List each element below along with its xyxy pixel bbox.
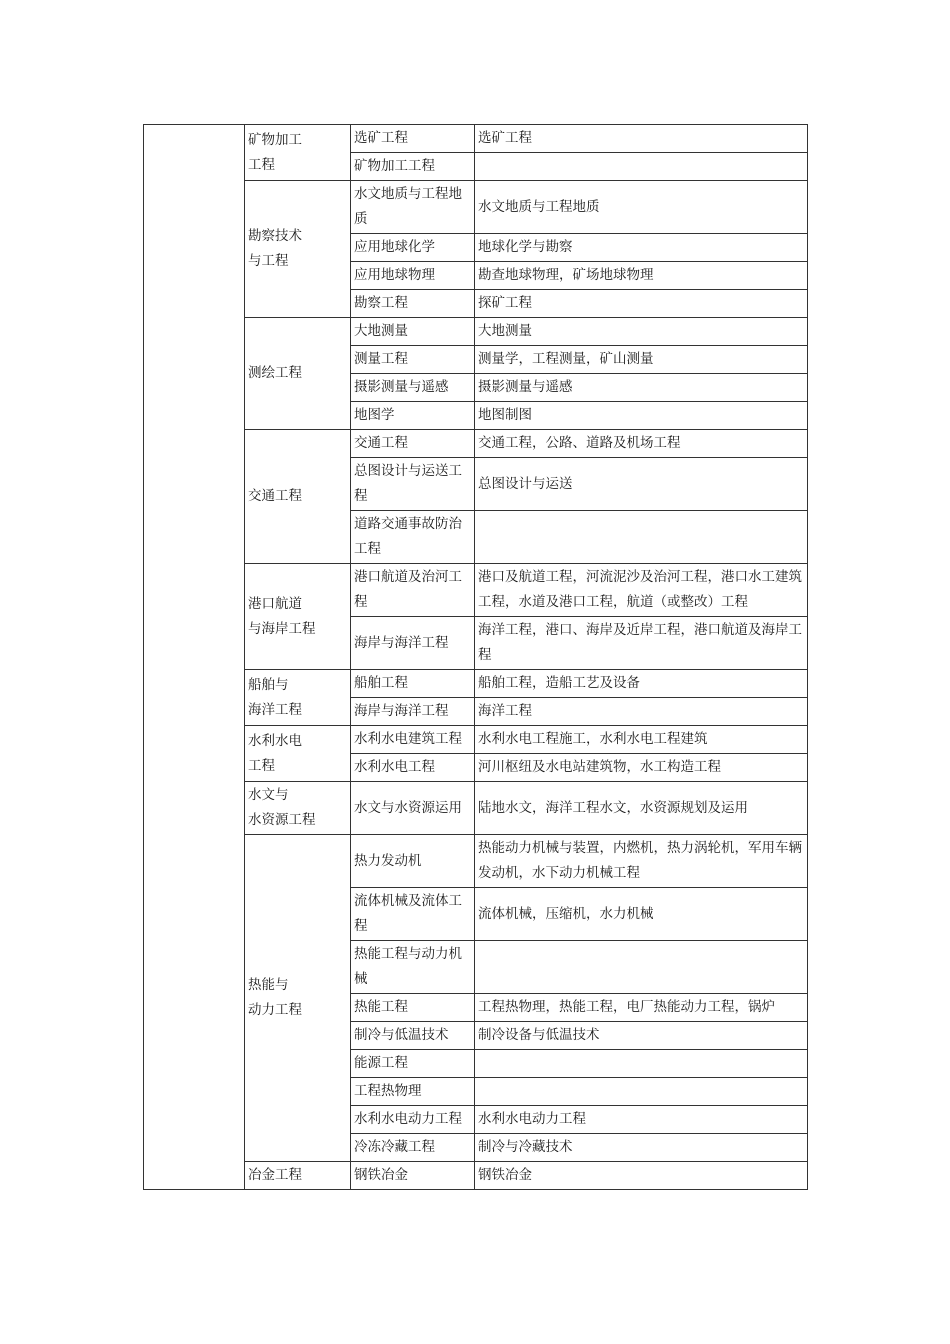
old-major-cell: [475, 1050, 808, 1078]
major-name-cell: 道路交通事故防治工程: [351, 511, 475, 564]
old-major-cell: 热能动力机械与装置，内燃机，热力涡轮机，军用车辆发动机，水下动力机械工程: [475, 835, 808, 888]
major-name-cell: 水利水电建筑工程: [351, 726, 475, 754]
major-name-cell: 测量工程: [351, 346, 475, 374]
old-major-cell: 水利水电工程施工，水利水电工程建筑: [475, 726, 808, 754]
major-name-cell: 应用地球化学: [351, 234, 475, 262]
old-major-cell: [475, 1078, 808, 1106]
major-name-cell: 热能工程: [351, 994, 475, 1022]
category-cell: 冶金工程: [245, 1162, 351, 1190]
major-name-cell: 钢铁冶金: [351, 1162, 475, 1190]
old-major-cell: 制冷与冷藏技术: [475, 1134, 808, 1162]
major-name-cell: 水利水电工程: [351, 754, 475, 782]
old-major-cell: 船舶工程，造船工艺及设备: [475, 670, 808, 698]
major-name-cell: 流体机械及流体工程: [351, 888, 475, 941]
old-major-cell: 制冷设备与低温技术: [475, 1022, 808, 1050]
major-name-cell: 摄影测量与遥感: [351, 374, 475, 402]
old-major-cell: 河川枢纽及水电站建筑物，水工构造工程: [475, 754, 808, 782]
major-name-cell: 热能工程与动力机械: [351, 941, 475, 994]
old-major-cell: 水利水电动力工程: [475, 1106, 808, 1134]
category-cell: 交通工程: [245, 430, 351, 564]
major-name-cell: 应用地球物理: [351, 262, 475, 290]
category-cell: 测绘工程: [245, 318, 351, 430]
old-major-cell: [475, 511, 808, 564]
major-name-cell: 热力发动机: [351, 835, 475, 888]
old-major-cell: 流体机械，压缩机，水力机械: [475, 888, 808, 941]
major-name-cell: 船舶工程: [351, 670, 475, 698]
major-name-cell: 工程热物理: [351, 1078, 475, 1106]
category-cell: 船舶与 海洋工程: [245, 670, 351, 726]
major-name-cell: 制冷与低温技术: [351, 1022, 475, 1050]
major-name-cell: 大地测量: [351, 318, 475, 346]
major-name-cell: 海岸与海洋工程: [351, 698, 475, 726]
old-major-cell: 交通工程，公路、道路及机场工程: [475, 430, 808, 458]
old-major-cell: 选矿工程: [475, 125, 808, 153]
major-name-cell: 地图学: [351, 402, 475, 430]
old-major-cell: 地图制图: [475, 402, 808, 430]
old-major-cell: 测量学，工程测量，矿山测量: [475, 346, 808, 374]
old-major-cell: 勘查地球物理，矿场地球物理: [475, 262, 808, 290]
old-major-cell: 海洋工程: [475, 698, 808, 726]
old-major-cell: 海洋工程，港口、海岸及近岸工程，港口航道及海岸工程: [475, 617, 808, 670]
major-name-cell: 勘察工程: [351, 290, 475, 318]
old-major-cell: 探矿工程: [475, 290, 808, 318]
old-major-cell: 大地测量: [475, 318, 808, 346]
major-table: [143, 124, 808, 1190]
category-cell: 矿物加工 工程: [245, 125, 351, 181]
old-major-cell: 港口及航道工程，河流泥沙及治河工程，港口水工建筑工程，水道及港口工程，航道（或整改）工程: [475, 564, 808, 617]
major-name-cell: 水文与水资源运用: [351, 782, 475, 835]
old-major-cell: 总图设计与运送: [475, 458, 808, 511]
category-cell: 水利水电 工程: [245, 726, 351, 782]
major-name-cell: 交通工程: [351, 430, 475, 458]
major-name-cell: 能源工程: [351, 1050, 475, 1078]
major-name-cell: 总图设计与运送工程: [351, 458, 475, 511]
major-name-cell: 水文地质与工程地质: [351, 181, 475, 234]
table-row: [144, 125, 808, 153]
major-name-cell: 港口航道及治河工程: [351, 564, 475, 617]
old-major-cell: 水文地质与工程地质: [475, 181, 808, 234]
category-cell: 港口航道 与海岸工程: [245, 564, 351, 670]
old-major-cell: 工程热物理，热能工程，电厂热能动力工程，锅炉: [475, 994, 808, 1022]
old-major-cell: 钢铁冶金: [475, 1162, 808, 1190]
table-body: [144, 125, 808, 1190]
discipline-cell: [144, 125, 245, 1190]
major-name-cell: 矿物加工工程: [351, 153, 475, 181]
major-name-cell: 海岸与海洋工程: [351, 617, 475, 670]
major-name-cell: 冷冻冷藏工程: [351, 1134, 475, 1162]
category-cell: 勘察技术 与工程: [245, 181, 351, 318]
category-cell: 热能与 动力工程: [245, 835, 351, 1162]
category-cell: 水文与 水资源工程: [245, 782, 351, 835]
old-major-cell: 陆地水文，海洋工程水文，水资源规划及运用: [475, 782, 808, 835]
major-name-cell: 选矿工程: [351, 125, 475, 153]
old-major-cell: [475, 941, 808, 994]
old-major-cell: 地球化学与勘察: [475, 234, 808, 262]
major-name-cell: 水利水电动力工程: [351, 1106, 475, 1134]
old-major-cell: 摄影测量与遥感: [475, 374, 808, 402]
old-major-cell: [475, 153, 808, 181]
